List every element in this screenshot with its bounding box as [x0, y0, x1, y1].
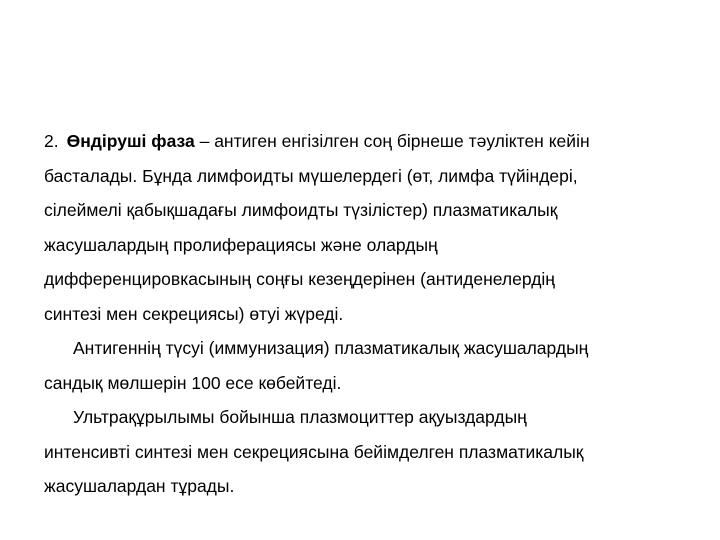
- paragraph-1-line-1: [44, 124, 694, 159]
- paragraph-1-line-4: жасушалардың пролиферациясы және олардың: [44, 234, 438, 255]
- paragraph-1-line-6: синтезі мен секрециясы) өтуі жүреді.: [44, 303, 344, 324]
- body-text: [44, 124, 694, 504]
- paragraph-2-line-2: сандық мөлшерін 100 есе көбейтеді.: [44, 372, 342, 393]
- paragraph-3-line-3: жасушалардан тұрады.: [44, 476, 235, 496]
- paragraph-3-line-2: интенсивті синтезі мен секрециясына бейімделген плазматикалық: [44, 441, 584, 462]
- paragraph-2-line-1: Антигеннің түсуі (иммунизация) плазматикалық жасушалардың: [73, 338, 589, 358]
- phase-term: Өндіруші фаза: [66, 131, 195, 151]
- paragraph-1-line-3: сілеймелі қабықшадағы лимфоидты түзілістер) плазматикалық: [44, 200, 558, 220]
- item-number: 2.: [44, 131, 59, 151]
- paragraph-1-line-1-text: – антиген енгізілген соң бірнеше тәуліктен кейін: [194, 131, 590, 151]
- paragraph-3-line-1: Ультрақұрылымы бойынша плазмоциттер ақуыздардың: [73, 407, 527, 427]
- paragraph-1-line-2: басталады. Бұнда лимфоидты мүшелердегі (өт, лимфа түйіндері,: [44, 165, 578, 186]
- paragraph-1-line-5: дифференцировкасының соңғы кезеңдерінен (антиденелердің: [44, 269, 555, 289]
